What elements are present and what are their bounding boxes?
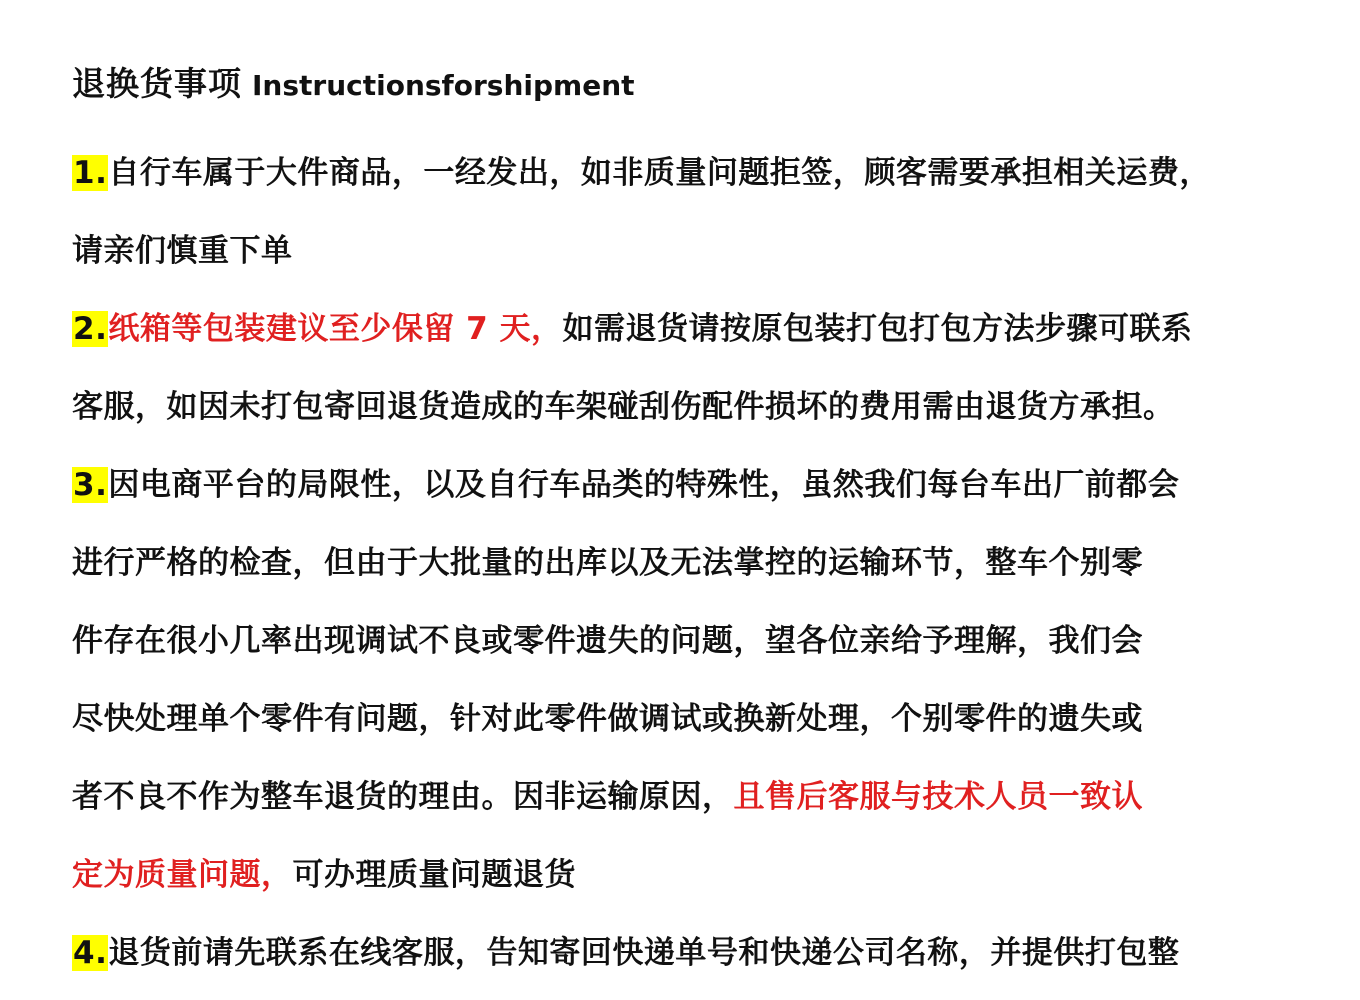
instruction-item-1 (72, 134, 1297, 290)
item-number-highlight: 4. (73, 935, 108, 971)
instruction-line (72, 212, 1297, 290)
body-text: 如需退货请按原包装打包打包方法步骤可联系 (562, 311, 1193, 347)
instruction-line (72, 446, 1297, 524)
body-text: 可办理质量问题退货 (292, 857, 576, 893)
title-chinese: 退换货事项 (72, 64, 242, 103)
instruction-line (72, 368, 1297, 446)
title-english: Instructionsforshipment (252, 69, 635, 102)
body-text: 退货前请先联系在线客服，告知寄回快递单号和快递公司名称，并提供打包整 (108, 935, 1180, 971)
item-number-highlight: 2. (73, 311, 108, 347)
body-text: 因电商平台的局限性，以及自行车品类的特殊性，虽然我们每台车出厂前都会 (108, 467, 1180, 503)
item-number-highlight: 3. (73, 467, 108, 503)
instruction-line (72, 758, 1297, 836)
emphasis-text: 且售后客服与技术人员一致认 (733, 779, 1143, 815)
instruction-item-3 (72, 446, 1297, 914)
instruction-line (72, 524, 1297, 602)
emphasis-text: 定为质量问题， (72, 857, 293, 893)
instruction-line (72, 836, 1297, 914)
body-text: 自行车属于大件商品，一经发出，如非质量问题拒签，顾客需要承担相关运费， (108, 155, 1211, 191)
instruction-item-2 (72, 290, 1297, 446)
instruction-line (72, 680, 1297, 758)
body-text: 尽快处理单个零件有问题，针对此零件做调试或换新处理，个别零件的遗失或 (72, 701, 1143, 737)
instruction-list (72, 134, 1360, 992)
instruction-line (72, 914, 1297, 992)
body-text: 客服，如因未打包寄回退货造成的车架碰刮伤配件损坏的费用需由退货方承担。 (72, 389, 1175, 425)
body-text: 进行严格的检查，但由于大批量的出库以及无法掌控的运输环节，整车个别零 (72, 545, 1143, 581)
instruction-line (72, 602, 1297, 680)
item-number-highlight: 1. (73, 155, 108, 191)
instruction-line (72, 290, 1297, 368)
page-title (72, 56, 1360, 112)
body-text: 请亲们慎重下单 (72, 233, 293, 269)
body-text: 件存在很小几率出现调试不良或零件遗失的问题，望各位亲给予理解，我们会 (72, 623, 1143, 659)
instruction-line (72, 134, 1297, 212)
emphasis-text: 纸箱等包装建议至少保留 7 天， (108, 311, 563, 347)
instruction-item-4 (72, 914, 1297, 992)
body-text: 者不良不作为整车退货的理由。因非运输原因， (72, 779, 734, 815)
